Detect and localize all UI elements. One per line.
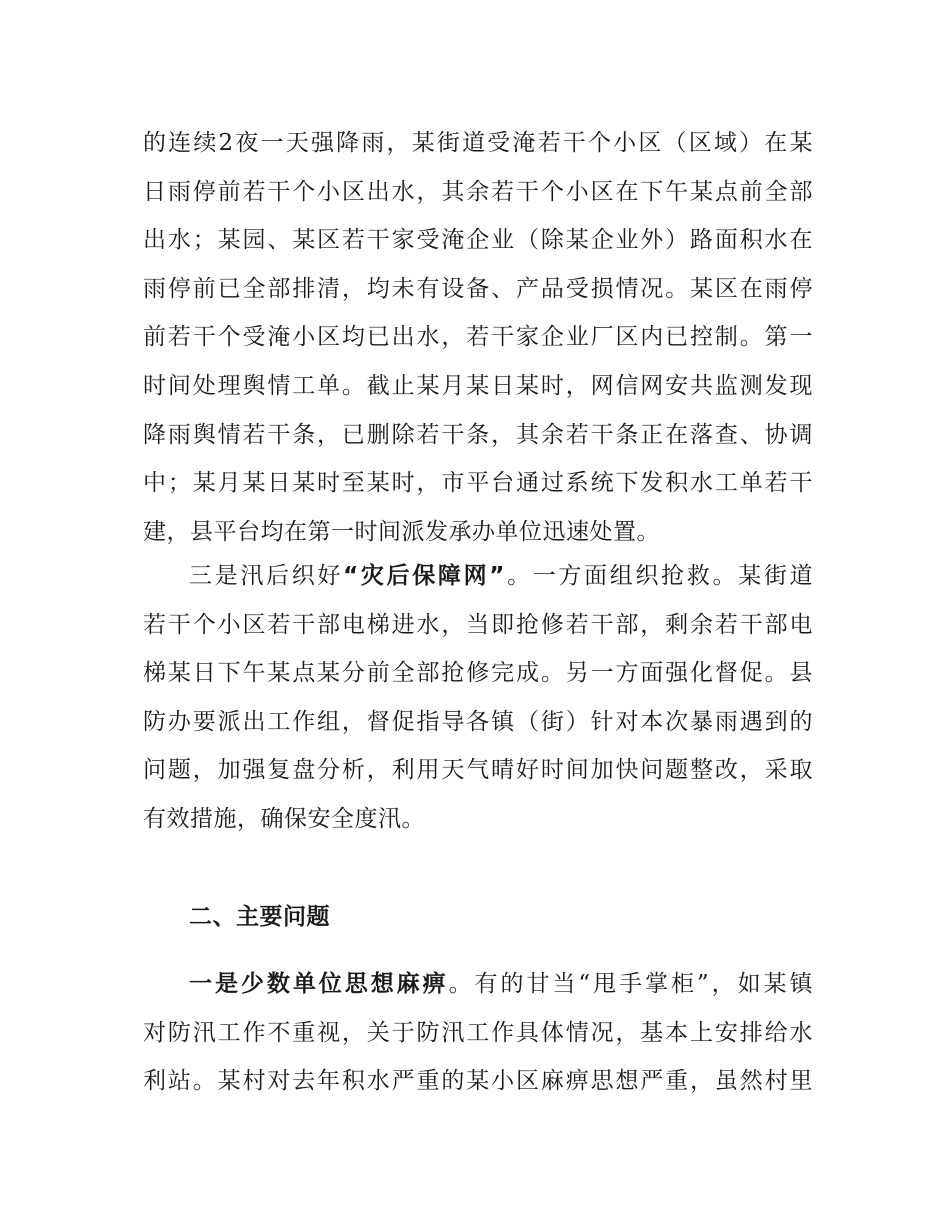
paragraph-line: 问题，加强复盘分析，利用天气晴好时间加快问题整改，采取	[143, 757, 813, 784]
paragraph-line: 防办要派出工作组，督促指导各镇（街）针对本次暴雨遇到的	[143, 708, 813, 735]
paragraph-lead: 三是汛后织好	[189, 563, 344, 589]
paragraph-lead-bold: 一是少数单位思想麻痹	[189, 971, 449, 997]
paragraph-line: 降雨舆情若干条，已删除若干条，其余若干条正在落查、协调	[143, 421, 813, 448]
paragraph-lead-rest: 。一方面组织抢救。某街道	[504, 563, 814, 589]
paragraph-line: 中；某月某日某时至某时，市平台通过系统下发积水工单若干	[143, 470, 813, 497]
paragraph-line: 雨停前已全部排清，均未有设备、产品受损情况。某区在雨停	[143, 275, 813, 302]
paragraph-line: 利站。某村对去年积水严重的某小区麻痹思想严重，虽然村里	[143, 1068, 813, 1095]
paragraph-line: 若干个小区若干部电梯进水，当即抢修若干部，剩余若干部电	[143, 611, 813, 638]
paragraph-first-line	[143, 552, 813, 601]
paragraph-first-line	[143, 960, 813, 1009]
paragraph-problems	[143, 960, 813, 1106]
paragraph-post-flood	[143, 552, 813, 844]
paragraph-line: 建，县平台均在第一时间派发承办单位迅速处置。	[143, 518, 660, 545]
paragraph-line: 日雨停前若干个小区出水，其余若干个小区在下午某点前全部	[143, 178, 813, 205]
paragraph-lead-bold: “灾后保障网”	[343, 563, 505, 589]
paragraph-line: 梯某日下午某点某分前全部抢修完成。另一方面强化督促。县	[143, 660, 813, 687]
paragraph-lead-rest: 。有的甘当“甩手掌柜”，如某镇	[448, 971, 813, 997]
paragraph-line: 有效措施，确保安全度汛。	[143, 805, 425, 832]
paragraph-line: 的连续2夜一天强降雨，某街道受淹若干个小区（区域）在某	[143, 130, 813, 156]
paragraph-line: 对防汛工作不重视，关于防汛工作具体情况，基本上安排给水	[143, 1019, 813, 1046]
paragraph-continuation	[143, 119, 813, 556]
paragraph-line: 时间处理舆情工单。截止某月某日某时，网信网安共监测发现	[143, 372, 813, 399]
paragraph-line: 出水；某园、某区若干家受淹企业（除某企业外）路面积水在	[143, 227, 813, 254]
section-heading: 二、主要问题	[189, 904, 330, 930]
paragraph-line: 前若干个受淹小区均已出水，若干家企业厂区内已控制。第一	[143, 324, 813, 351]
section-heading-block	[143, 893, 813, 942]
